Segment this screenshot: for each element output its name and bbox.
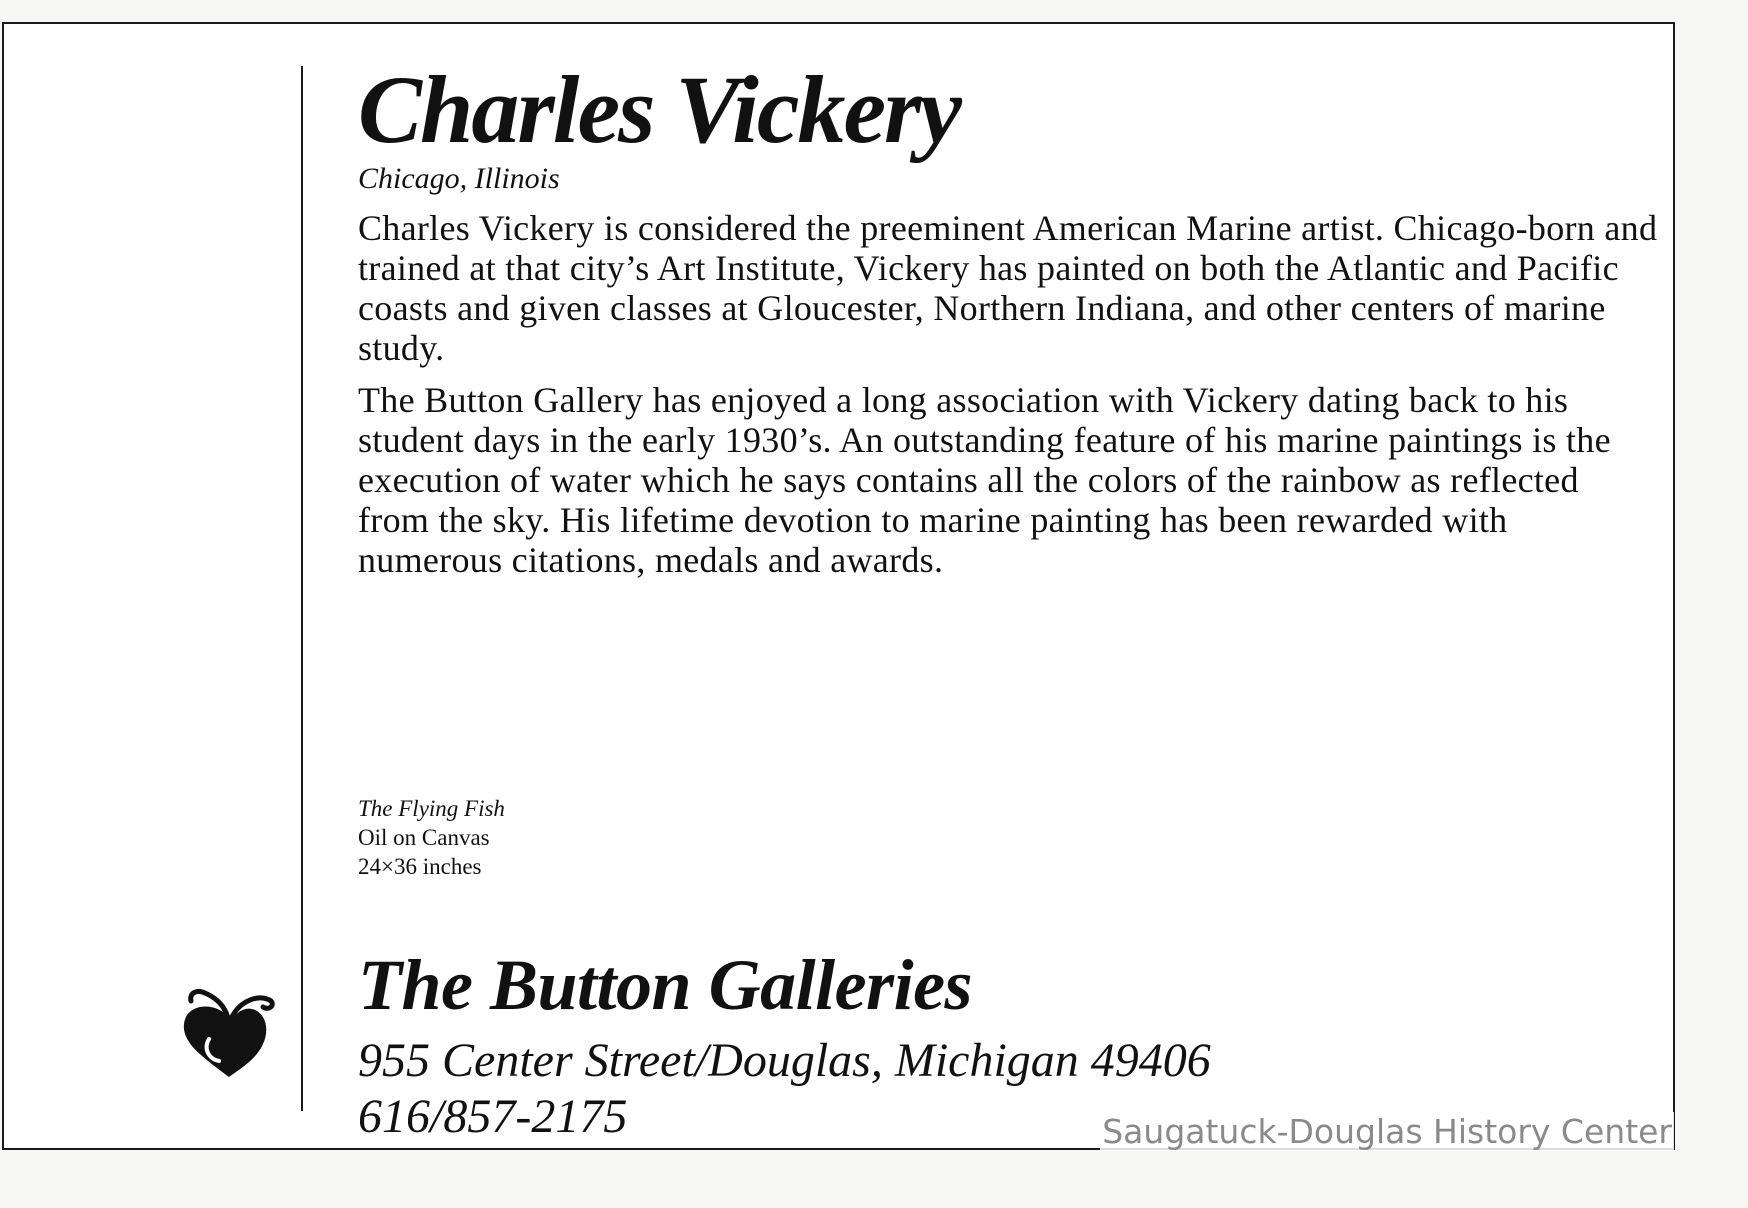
watermark: Saugatuck-Douglas History Center — [1102, 1112, 1672, 1151]
gallery-phone: 616/857-2175 — [358, 1090, 628, 1143]
artist-location: Chicago, Illinois — [358, 162, 560, 195]
gallery-address: 955 Center Street/Douglas, Michigan 49406 — [358, 1034, 1211, 1087]
painting-title: The Flying Fish — [358, 796, 505, 821]
postcard — [2, 22, 1675, 1150]
bio-paragraph: Charles Vickery is considered the preeminent American Marine artist. Chicago-born and trained at that city’s Art Institute, Vickery has painted on both the Atlantic and Pacific coasts and given classes at Gloucester, Northern Indiana, and other centers of marine study. — [358, 208, 1658, 368]
painting-dimensions: 24×36 inches — [358, 854, 482, 879]
artist-bio — [358, 208, 1658, 592]
painting-caption — [358, 794, 505, 881]
gallery-name: The Button Galleries — [358, 945, 973, 1025]
vertical-divider — [301, 66, 303, 1111]
painting-medium: Oil on Canvas — [358, 825, 490, 850]
artist-name: Charles Vickery — [358, 56, 961, 163]
apple-logo-icon — [179, 979, 279, 1079]
bio-paragraph: The Button Gallery has enjoyed a long association with Vickery dating back to his student days in the early 1930’s. An outstanding feature of his marine paintings is the execution of water which he says contains all the colors of the rainbow as reflected from the sky. His lifetime devotion to marine painting has been rewarded with numerous citations, medals and awards. — [358, 380, 1611, 580]
